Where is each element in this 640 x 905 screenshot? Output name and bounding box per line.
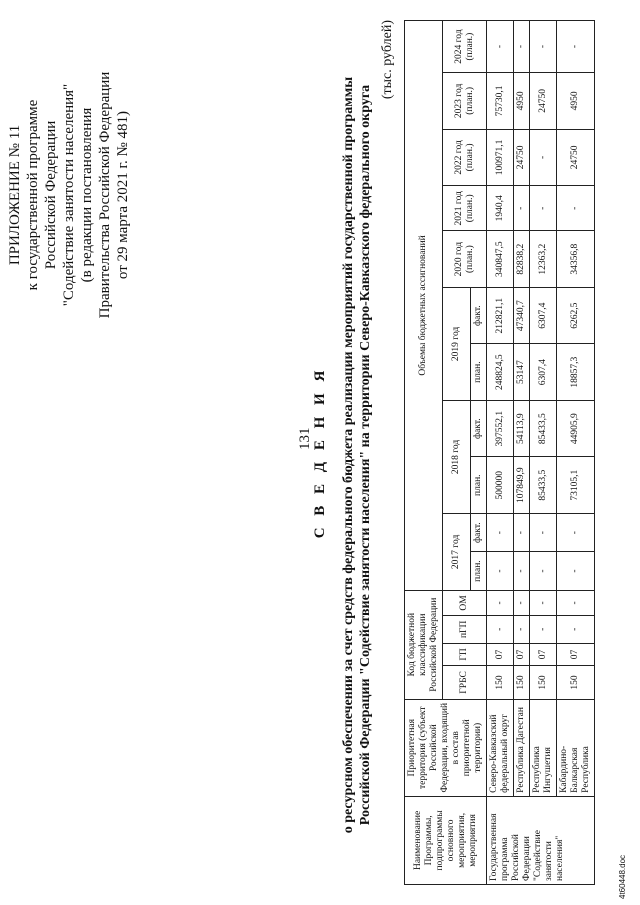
value-cell: 44905,9 <box>557 400 595 457</box>
value-cell: 340847,5 <box>487 231 514 288</box>
annex-line: Российской Федерации <box>43 120 59 270</box>
value-cell: - <box>530 186 557 231</box>
file-code: 4t60448.doc <box>618 854 627 899</box>
gp-cell: 07 <box>487 643 514 666</box>
territory-cell: Республика Ингушетия <box>530 699 557 796</box>
units-label: (тыс. рублей) <box>380 20 395 100</box>
value-cell: - <box>530 513 557 551</box>
header-fact: факт. <box>471 513 487 551</box>
value-cell: - <box>514 21 530 73</box>
resource-table <box>404 20 595 885</box>
value-cell: 1940,4 <box>487 186 514 231</box>
om-cell: - <box>514 590 530 615</box>
value-cell: 500000 <box>487 457 514 514</box>
annex-line: (в редакции постановления <box>79 107 95 283</box>
value-cell: - <box>557 513 595 551</box>
value-cell: 12363,2 <box>530 231 557 288</box>
value-cell: 54113,9 <box>514 400 530 457</box>
om-cell: - <box>487 590 514 615</box>
value-cell: - <box>514 186 530 231</box>
value-cell: - <box>530 21 557 73</box>
header-2018: 2018 год <box>443 400 471 513</box>
value-cell: 6262,5 <box>557 287 595 344</box>
header-2021: 2021 год (план.) <box>443 186 487 231</box>
header-om: ОМ <box>443 590 487 615</box>
table-row <box>487 21 514 885</box>
header-grbs: ГРБС <box>443 666 487 699</box>
gp-cell: 07 <box>557 643 595 666</box>
subtitle-line-2: Российской Федерации "Содействие занятости населения" на территории Северо-Кавказского федерального округа <box>358 84 373 826</box>
om-cell: - <box>557 590 595 615</box>
territory-cell: Северо-Кавказский федеральный округ <box>487 699 514 796</box>
header-2020: 2020 год (план.) <box>443 231 487 288</box>
header-plan: план. <box>471 344 487 401</box>
value-cell: 85433,5 <box>530 457 557 514</box>
value-cell: 24750 <box>530 73 557 130</box>
header-plan: план. <box>471 457 487 514</box>
annex-block <box>6 25 132 365</box>
header-pgp: пГП <box>443 616 487 644</box>
value-cell: - <box>530 129 557 186</box>
pgp-cell: - <box>557 616 595 644</box>
value-cell: - <box>514 552 530 590</box>
value-cell: - <box>514 513 530 551</box>
header-volumes: Объемы бюджетных ассигнований <box>405 21 443 591</box>
value-cell: 4950 <box>557 73 595 130</box>
pgp-cell: - <box>487 616 514 644</box>
header-2022: 2022 год (план.) <box>443 129 487 186</box>
value-cell: 75730,1 <box>487 73 514 130</box>
subtitle-line-1: о ресурсном обеспечении за счет средств федерального бюджета реализации мероприятий государственной программы <box>341 76 356 834</box>
value-cell: - <box>557 186 595 231</box>
gp-cell: 07 <box>530 643 557 666</box>
header-2017: 2017 год <box>443 513 471 590</box>
value-cell: - <box>487 552 514 590</box>
header-2024: 2024 год (план.) <box>443 21 487 73</box>
header-name: Наименование Программы, подпрограммы основного мероприятия, мероприятия <box>405 796 487 884</box>
value-cell: - <box>557 552 595 590</box>
page-number: 131 <box>297 427 313 450</box>
value-cell: 85433,5 <box>530 400 557 457</box>
header-plan: план. <box>471 552 487 590</box>
om-cell: - <box>530 590 557 615</box>
table-row <box>514 21 530 885</box>
value-cell: 34356,8 <box>557 231 595 288</box>
header-2023: 2023 год (план.) <box>443 73 487 130</box>
grbs-cell: 150 <box>530 666 557 699</box>
header-fact: факт. <box>471 287 487 344</box>
header-code: Код бюджетной классификации Российской Федерации <box>405 590 443 699</box>
grbs-cell: 150 <box>557 666 595 699</box>
value-cell: 73105,1 <box>557 457 595 514</box>
document-subtitle <box>340 45 374 865</box>
value-cell: 100971,1 <box>487 129 514 186</box>
value-cell: - <box>487 513 514 551</box>
territory-cell: Кабардино-Балкарская Республика <box>557 699 595 796</box>
annex-line: от 29 марта 2021 г. № 481) <box>115 110 131 280</box>
value-cell: 397552,1 <box>487 400 514 457</box>
program-name: Государственная программа Российской Федерации "Содействие занятости населения" <box>487 796 595 884</box>
table-row <box>530 21 557 885</box>
value-cell: 82838,2 <box>514 231 530 288</box>
value-cell: 248824,5 <box>487 344 514 401</box>
value-cell: 18857,3 <box>557 344 595 401</box>
value-cell: 107849,9 <box>514 457 530 514</box>
header-2019: 2019 год <box>443 287 471 400</box>
annex-line: ПРИЛОЖЕНИЕ № 11 <box>7 124 23 266</box>
annex-line: Правительства Российской Федерации <box>97 71 113 319</box>
header-fact: факт. <box>471 400 487 457</box>
value-cell: - <box>487 21 514 73</box>
annex-line: "Содействие занятости населения" <box>61 83 77 307</box>
value-cell: - <box>557 21 595 73</box>
value-cell: 6307,4 <box>530 344 557 401</box>
header-territory: Приоритетная территория (субъект Российской Федерации, входящий в состав приоритетной территории) <box>405 699 487 796</box>
header-gp: ГП <box>443 643 487 666</box>
value-cell: - <box>530 552 557 590</box>
pgp-cell: - <box>514 616 530 644</box>
gp-cell: 07 <box>514 643 530 666</box>
value-cell: 212821,1 <box>487 287 514 344</box>
value-cell: 47340,7 <box>514 287 530 344</box>
pgp-cell: - <box>530 616 557 644</box>
grbs-cell: 150 <box>514 666 530 699</box>
value-cell: 24750 <box>514 129 530 186</box>
value-cell: 6307,4 <box>530 287 557 344</box>
value-cell: 24750 <box>557 129 595 186</box>
territory-cell: Республика Дагестан <box>514 699 530 796</box>
annex-line: к государственной программе <box>25 99 41 291</box>
value-cell: 53147 <box>514 344 530 401</box>
table-row <box>557 21 595 885</box>
grbs-cell: 150 <box>487 666 514 699</box>
value-cell: 4950 <box>514 73 530 130</box>
document-title: С В Е Д Е Н И Я <box>312 366 328 539</box>
